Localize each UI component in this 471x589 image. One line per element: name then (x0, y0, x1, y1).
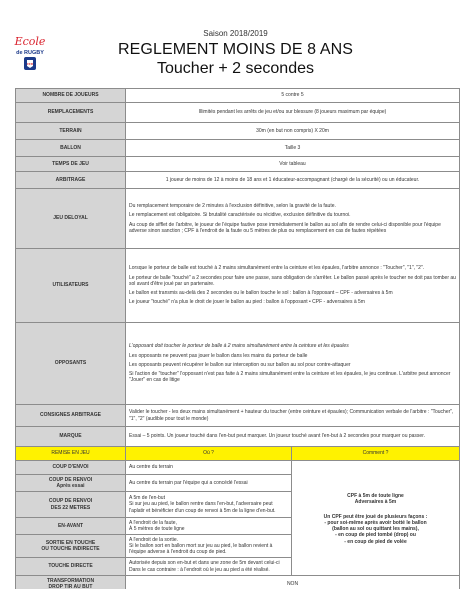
row-value: Illimités pendant les arrêts de jeu et/ou sur blessure (8 joueurs maximum par équipe) (126, 103, 460, 123)
row-label: REMPLACEMENTS (16, 103, 126, 123)
row-label: BALLON (16, 140, 126, 157)
row-label: TOUCHE DIRECTE (16, 558, 126, 576)
row-value: Au centre du terrain (126, 461, 292, 475)
row-label (16, 475, 126, 492)
season-label: Saison 2018/2019 (203, 29, 268, 38)
comment-line: CPF à 5m de toute ligne (347, 493, 404, 500)
rule-text: Le remplacement est obligatoire. Si brutalité caractérisée ou récidive, exclusion définitive du tournoi. (129, 212, 351, 219)
row-label-line: OU TOUCHE INDIRECTE (41, 546, 100, 552)
row-value: A l'endroit de la sortie. Si le ballon sort en ballon mort sur jeu au pied, le ballon revient à l'équipe adverse à l'endroit du coup de pied. (126, 535, 292, 558)
row-label: EN-AVANT (16, 518, 126, 535)
row-value: 1 joueur de moins de 12 à moins de 18 ans et 1 éducateur-accompagnant (chargé de la sécurité) ou un éducateur. (126, 172, 460, 189)
rule-text: Le porteur de balle "touché" a 2 secondes pour faire une passe, sans obligation de s'arrêter. Le ballon passé après le toucher ne doit pas tomber au sol avant d'être joué par un partenaire. (129, 274, 456, 287)
comment-line: - pour soi-même après avoir botté le ballon (324, 519, 427, 526)
table-row (16, 189, 460, 249)
row-value: Valider le toucher - les deux mains simultanément + hauteur du toucher (entre ceinture et épaules); Communication verbale de l'arbitre : "Toucher", "1", "2" (audible pour tout le monde) (126, 405, 460, 427)
row-value: Au centre du terrain par l'équipe qui a concédé l'essai (126, 475, 292, 492)
rules-table (15, 88, 460, 589)
table-row (16, 89, 460, 103)
row-label: TEMPS DE JEU (16, 157, 126, 172)
rule-text: Du remplacement temporaire de 2 minutes à l'exclusion définitive, selon la gravité de la faute. (129, 203, 336, 210)
row-label-line: DROP TIR AU BUT (48, 584, 93, 589)
svg-text:de RUGBY: de RUGBY (16, 50, 44, 56)
comment-line: Adversaires à 5m (354, 499, 397, 506)
row-label-line: Après essai (56, 483, 85, 489)
rule-text: Lorsque le porteur de balle est touché à 2 mains simultanément entre la ceinture et les épaules, l'arbitre annonce : "Toucher", "1", "2". (129, 265, 425, 272)
row-value: A 5m de l'en-but Si sur jeu au pied, le ballon rentre dans l'en-but, l'adversaire peut l'aplatir et bénéficier d'un coup de renvoi à 5m de la ligne d'en-but. (126, 492, 292, 518)
table-row (16, 323, 460, 405)
table-row (16, 405, 460, 427)
table-row (16, 103, 460, 123)
table-row (16, 157, 460, 172)
row-label-line: TRANSFORMATION (46, 577, 95, 584)
table-row (16, 461, 460, 475)
row-value: NON (126, 576, 460, 589)
row-label-line: COUP DE RENVOI (48, 498, 93, 505)
row-label: MARQUE (16, 427, 126, 447)
rule-text: Le joueur "touché" n'a plus le droit de jouer le ballon au pied : ballon à l'opposant • CPF - adversaires à 5m (129, 299, 365, 306)
svg-text:Ecole: Ecole (14, 35, 46, 48)
row-label: OPPOSANTS (16, 323, 126, 405)
column-header: Comment ? (292, 447, 460, 461)
row-label: NOMBRE DE JOUEURS (16, 89, 126, 103)
row-value: Essai – 5 points. Un joueur touché dans l'en-but peut marquer. Un joueur touché avant l'en-but à 2 secondes pour marquer ou passer. (126, 427, 460, 447)
row-label (16, 576, 126, 589)
comment-line: - en coup de pied tombé (drop) ou (335, 532, 416, 539)
remise-header-row (16, 447, 460, 461)
row-label (16, 492, 126, 518)
table-row (16, 172, 460, 189)
row-value: 30m (en but non compris) X 20m (126, 123, 460, 140)
row-label-line: DES 22 METRES (50, 504, 91, 511)
row-label-line: COUP DE RENVOI (48, 476, 93, 483)
row-value: Taille 3 (126, 140, 460, 157)
column-header: Où ? (126, 447, 292, 461)
row-label: UTILISATEURS (16, 249, 126, 323)
document-header (0, 28, 471, 79)
table-row (16, 576, 460, 589)
row-label: CONSIGNES ARBITRAGE (16, 405, 126, 427)
page-title: REGLEMENT MOINS DE 8 ANS (117, 41, 354, 58)
row-label-line: SORTIE EN TOUCHE (45, 539, 96, 546)
row-value: 5 contre 5 (126, 89, 460, 103)
column-header: REMISE EN JEU (16, 447, 126, 461)
row-value: A l'endroit de la faute, À 5 mètres de toute ligne (126, 518, 292, 535)
rule-text: Le ballon est transmis au-delà des 2 secondes ou le ballon touche le sol : ballon à l'opposant – CPF - adversaires à 5m (129, 290, 393, 297)
comment-line: - en coup de pied de volée (344, 538, 407, 545)
rule-text: Les opposants peuvent récupérer le ballon sur interception ou sur ballon au sol pour contre-attaquer (129, 361, 351, 368)
comment-line: (ballon au sol ou quittant les mains), (332, 526, 419, 533)
row-label: ARBITRAGE (16, 172, 126, 189)
row-label: TERRAIN (16, 123, 126, 140)
remise-comment (292, 461, 460, 576)
table-row (16, 140, 460, 157)
rule-text: Si l'action de "toucher" l'opposant n'est pas faite à 2 mains simultanément entre la ceinture et les épaules, le jeu continue. L'arbitre peut annoncer "Jouer" en cas de litige (129, 371, 451, 384)
rule-text: Les opposants ne peuvent pas jouer le ballon dans les mains du porteur de balle (129, 352, 308, 359)
rule-text: L'opposant doit toucher le porteur de balle à 2 mains simultanément entre la ceinture et les épaules (129, 343, 349, 350)
row-value: Voir tableau (126, 157, 460, 172)
table-row (16, 123, 460, 140)
table-row (16, 427, 460, 447)
page-subtitle: Toucher + 2 secondes (157, 60, 314, 77)
row-value (126, 249, 460, 323)
comment-line: Un CPF peut être joué de plusieurs façons : (323, 513, 428, 520)
table-row (16, 249, 460, 323)
row-value (126, 189, 460, 249)
row-label: JEU DELOYAL (16, 189, 126, 249)
rule-text: Au coup de sifflet de l'arbitre, le joueur de l'équipe fautive pose immédiatement le ballon au sol afin de rendre celui-ci disponible pour l'équipe adverse sinon sanction ; CPF à l'endroit de la faute ou 5 mètres de plus ou remplacement en cas de fautes répétées (129, 221, 441, 234)
svg-text:FFR: FFR (27, 62, 33, 66)
row-value (126, 323, 460, 405)
row-label (16, 535, 126, 558)
row-value: Autorisée depuis son en-but et dans une zone de 5m devant celui-ci Dans le cas contraire : à l'endroit où le jeu au pied a été réalisé. (126, 558, 292, 576)
row-label: COUP D'ENVOI (16, 461, 126, 475)
